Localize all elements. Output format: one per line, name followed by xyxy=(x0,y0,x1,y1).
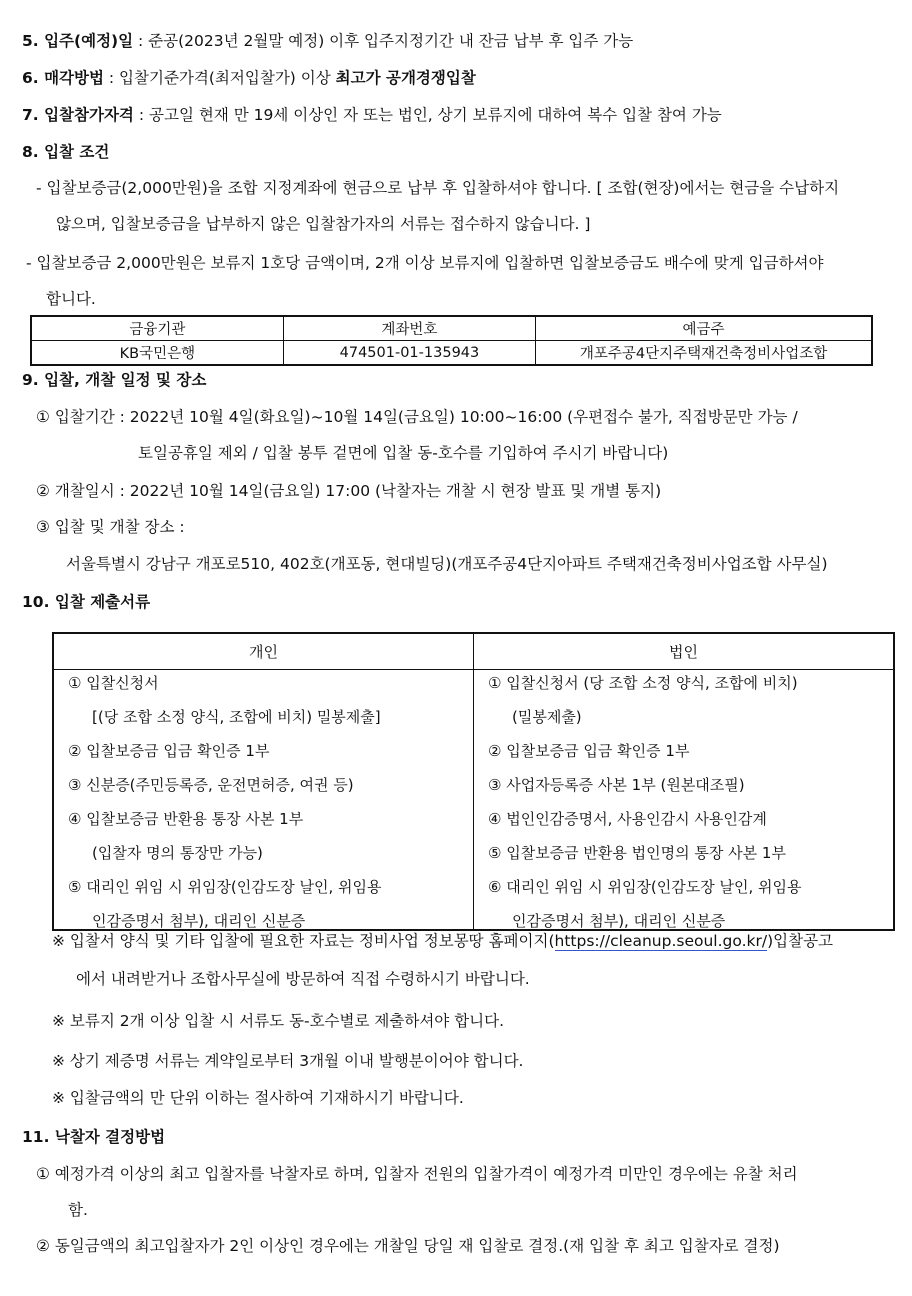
bank-account-number: 474501-01-135943 xyxy=(283,341,535,366)
documents-header-row xyxy=(53,633,894,670)
section-11-item-1a: ① 예정가격 이상의 최고 입찰자를 낙찰자로 하며, 입찰자 전원의 입찰가격이 예정가격 미만인 경우에는 유찰 처리 xyxy=(36,1165,798,1183)
bank-table-header-row xyxy=(31,316,872,341)
documents-corporate-cell xyxy=(474,670,895,931)
corporate-item: ⑥ 대리인 위임 시 위임장(인감도장 날인, 위임용 xyxy=(488,878,802,896)
bank-account-table xyxy=(30,315,873,366)
section-5-text: : 준공(2023년 2월말 예정) 이후 입주지정기간 내 잔금 납부 후 입주 가능 xyxy=(133,32,634,50)
corporate-item: ④ 법인인감증명서, 사용인감시 사용인감계 xyxy=(488,810,767,828)
section-6-text: : 입찰기준가격(최저입찰가) 이상 xyxy=(103,69,336,87)
cleanup-link[interactable]: https://cleanup.seoul.go.kr/ xyxy=(554,932,768,950)
documents-body-row xyxy=(53,670,894,931)
bank-header-institution: 금융기관 xyxy=(31,316,283,341)
note-1 xyxy=(52,930,833,952)
personal-item: 인감증명서 첨부), 대리인 신분증 xyxy=(92,912,306,930)
personal-item: [(당 조합 소정 양식, 조합에 비치) 밀봉제출] xyxy=(92,708,381,726)
corporate-item: 인감증명서 첨부), 대리인 신분증 xyxy=(512,912,726,930)
note-1-suffix: )입찰공고 xyxy=(767,932,834,950)
section-11-item-2: ② 동일금액의 최고입찰자가 2인 이상인 경우에는 개찰일 당일 재 입찰로 결정.(재 입찰 후 최고 입찰자로 결정) xyxy=(36,1237,780,1255)
personal-item: ⑤ 대리인 위임 시 위임장(인감도장 날인, 위임용 xyxy=(68,878,382,896)
section-11-label: 11. 낙찰자 결정방법 xyxy=(22,1128,166,1146)
corporate-item: ③ 사업자등록증 사본 1부 (원본대조필) xyxy=(488,776,745,794)
note-1-continued: 에서 내려받거나 조합사무실에 방문하여 직접 수령하시기 바랍니다. xyxy=(76,970,530,988)
documents-table xyxy=(52,632,895,931)
personal-item: ④ 입찰보증금 반환용 통장 사본 1부 xyxy=(68,810,304,828)
section-8-para-1b: 않으며, 입찰보증금을 납부하지 않은 입찰참가자의 서류는 접수하지 않습니다. ] xyxy=(56,215,591,233)
personal-item: (입찰자 명의 통장만 가능) xyxy=(92,844,263,862)
personal-item: ① 입찰신청서 xyxy=(68,674,159,692)
section-9-item-1a: ① 입찰기간 : 2022년 10월 4일(화요일)~10월 14일(금요일) 10:00~16:00 (우편접수 불가, 직접방문만 가능 / xyxy=(36,408,798,426)
section-7-label: 7. 입찰참가자격 xyxy=(22,106,134,124)
corporate-item: ① 입찰신청서 (당 조합 소정 양식, 조합에 비치) xyxy=(488,674,798,692)
section-8-para-2a: - 입찰보증금 2,000만원은 보류지 1호당 금액이며, 2개 이상 보류지에 입찰하면 입찰보증금도 배수에 맞게 입금하셔야 xyxy=(26,254,824,272)
note-2: ※ 보류지 2개 이상 입찰 시 서류도 동-호수별로 제출하셔야 합니다. xyxy=(52,1012,505,1030)
personal-item: ③ 신분증(주민등록증, 운전면허증, 여권 등) xyxy=(68,776,354,794)
section-5 xyxy=(22,30,633,52)
section-6-bold: 최고가 공개경쟁입찰 xyxy=(335,69,476,87)
corporate-item: ⑤ 입찰보증금 반환용 법인명의 통장 사본 1부 xyxy=(488,844,786,862)
section-7 xyxy=(22,104,722,126)
section-9-item-1b: 토일공휴일 제외 / 입찰 봉투 겉면에 입찰 동-호수를 기입하여 주시기 바랍니다) xyxy=(138,444,669,462)
bank-header-holder: 예금주 xyxy=(536,316,872,341)
section-7-text: : 공고일 현재 만 19세 이상인 자 또는 법인, 상기 보류지에 대하여 복수 입찰 참여 가능 xyxy=(133,106,722,124)
documents-personal-cell xyxy=(53,670,474,931)
section-11-item-1b: 함. xyxy=(68,1201,88,1219)
section-6-label: 6. 매각방법 xyxy=(22,69,104,87)
section-10-label: 10. 입찰 제출서류 xyxy=(22,593,151,611)
bank-account-holder: 개포주공4단지주택재건축정비사업조합 xyxy=(536,341,872,366)
section-9-item-2: ② 개찰일시 : 2022년 10월 14일(금요일) 17:00 (낙찰자는 개찰 시 현장 발표 및 개별 통지) xyxy=(36,482,662,500)
documents-header-personal: 개인 xyxy=(53,633,474,670)
section-9-item-3-address: 서울특별시 강남구 개포로510, 402호(개포동, 현대빌딩)(개포주공4단지아파트 주택재건축정비사업조합 사무실) xyxy=(66,555,828,573)
corporate-item: ② 입찰보증금 입금 확인증 1부 xyxy=(488,742,690,760)
bank-header-account: 계좌번호 xyxy=(283,316,535,341)
section-8-para-2b: 합니다. xyxy=(46,290,96,308)
section-9-label: 9. 입찰, 개찰 일정 및 장소 xyxy=(22,371,207,389)
section-9-item-3: ③ 입찰 및 개찰 장소 : xyxy=(36,518,185,536)
documents-header-corporate: 법인 xyxy=(474,633,895,670)
section-8-para-1a: - 입찰보증금(2,000만원)을 조합 지정계좌에 현금으로 납부 후 입찰하셔야 합니다. [ 조합(현장)에서는 현금을 수납하지 xyxy=(36,179,840,197)
corporate-item: (밀봉제출) xyxy=(512,708,582,726)
bank-institution: KB국민은행 xyxy=(31,341,283,366)
section-6 xyxy=(22,67,476,89)
note-3: ※ 상기 제증명 서류는 계약일로부터 3개월 이내 발행분이어야 합니다. xyxy=(52,1052,524,1070)
personal-item: ② 입찰보증금 입금 확인증 1부 xyxy=(68,742,270,760)
bank-table-row xyxy=(31,341,872,366)
section-5-label: 5. 입주(예정)일 xyxy=(22,32,134,50)
note-1-text: ※ 입찰서 양식 및 기타 입찰에 필요한 자료는 정비사업 정보몽땅 홈페이지( xyxy=(52,932,555,950)
section-8-label: 8. 입찰 조건 xyxy=(22,143,110,161)
note-4: ※ 입찰금액의 만 단위 이하는 절사하여 기재하시기 바랍니다. xyxy=(52,1089,464,1107)
